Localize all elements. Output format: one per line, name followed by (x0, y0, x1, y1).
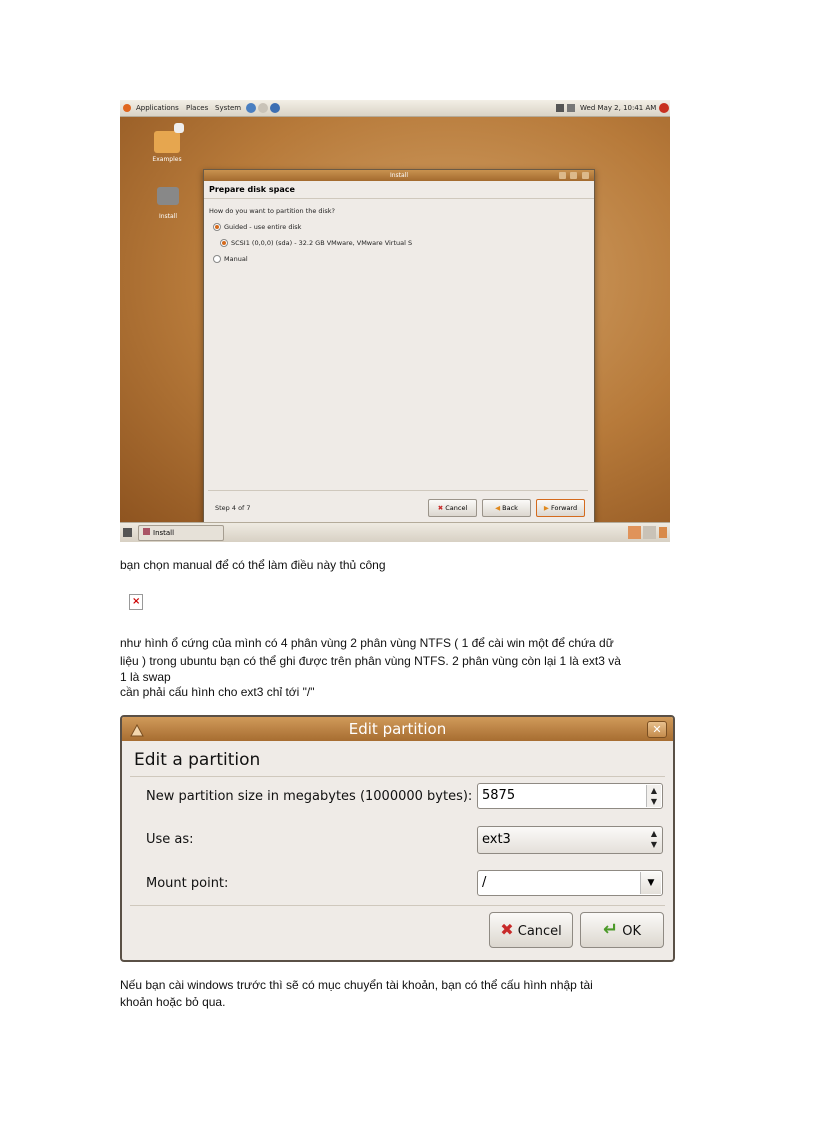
install-window-titlebar[interactable] (204, 170, 594, 181)
disk-option-label[interactable]: SCSI1 (0,0,0) (sda) - 32.2 GB VMware, VMware Virtual S (231, 239, 413, 247)
cancel-button[interactable] (489, 912, 573, 948)
examples-label: Examples (152, 156, 182, 163)
dropdown-chevron-icon[interactable]: ▼ (640, 872, 661, 894)
close-icon[interactable]: ✕ (647, 721, 667, 738)
back-arrow-icon: ◀ (495, 504, 501, 512)
use-as-value: ext3 (482, 832, 511, 847)
dialog-title: Edit partition (348, 720, 447, 738)
paragraph-2-line-1: như hình ổ cứng của mình có 4 phân vùng 2 phân vùng NTFS ( 1 để cài win một để chứa dữ (120, 636, 614, 650)
cancel-button-label: Cancel (445, 504, 468, 512)
ok-button[interactable] (580, 912, 664, 948)
paragraph-2-line-2: liệu ) trong ubuntu bạn có thể ghi được trên phân vùng NTFS. 2 phân vùng còn lại 1 là ext3 và (120, 654, 621, 668)
manual-radio[interactable] (213, 255, 221, 263)
step-indicator: Step 4 of 7 (215, 504, 251, 512)
mail-icon[interactable] (258, 103, 268, 113)
back-button-label: Back (502, 504, 518, 512)
mount-point-label: Mount point: (146, 876, 229, 891)
gnome-bottom-panel (120, 522, 670, 542)
buttons-divider (130, 905, 665, 906)
cancel-button[interactable] (428, 499, 477, 517)
forward-button-label: Forward (550, 504, 578, 512)
gnome-top-panel (120, 100, 670, 117)
menu-places[interactable]: Places (186, 104, 209, 112)
partition-question: How do you want to partition the disk? (209, 207, 335, 215)
back-button[interactable] (482, 499, 531, 517)
select-arrows (647, 828, 661, 852)
size-label: New partition size in megabytes (1000000 bytes): (146, 789, 473, 804)
power-icon[interactable] (659, 103, 669, 113)
ubuntu-logo-icon (123, 104, 131, 112)
volume-icon[interactable] (567, 104, 575, 112)
install-icon[interactable] (157, 187, 179, 205)
taskbar-install-label: Install (153, 529, 175, 537)
install-screenshot (120, 100, 670, 542)
paragraph-2-line-4: cần phải cấu hình cho ext3 chỉ tới "/" (120, 685, 315, 699)
mount-point-combo[interactable] (477, 870, 663, 896)
header-divider (130, 776, 665, 777)
minimize-icon[interactable] (559, 172, 566, 179)
help-icon[interactable] (270, 103, 280, 113)
paragraph-3-line-1: Nếu bạn cài windows trước thì sẽ có mục chuyển tài khoản, bạn có thể cấu hình nhập tài (120, 978, 593, 992)
cancel-button-label: Cancel (517, 924, 562, 939)
app-logo-icon (130, 721, 144, 735)
ok-arrow-icon: ↵ (603, 919, 619, 940)
network-icon[interactable] (556, 104, 564, 112)
maximize-icon[interactable] (570, 172, 577, 179)
edit-partition-dialog (120, 715, 675, 962)
size-spinner[interactable] (646, 785, 661, 807)
workspace-2-icon[interactable] (643, 526, 656, 539)
mount-point-value: / (482, 875, 487, 890)
install-window-title: Install (389, 172, 409, 179)
menu-system[interactable]: System (215, 104, 242, 112)
use-as-label: Use as: (146, 832, 194, 847)
disk-radio[interactable] (220, 239, 228, 247)
guided-radio[interactable] (213, 223, 221, 231)
dialog-header: Edit a partition (134, 750, 261, 770)
size-value: 5875 (482, 788, 516, 803)
broken-image-icon: × (129, 594, 143, 610)
install-task-icon (143, 528, 150, 535)
chevron-up-icon: ▲ (650, 829, 658, 838)
cancel-x-icon: ✖ (500, 920, 514, 939)
trash-icon[interactable] (659, 527, 667, 538)
examples-folder-icon[interactable] (154, 131, 180, 153)
paragraph-2-line-3: 1 là swap (120, 670, 171, 684)
size-spinbox[interactable] (477, 783, 663, 809)
show-desktop-icon[interactable] (123, 528, 132, 537)
paragraph-3-line-2: khoản hoặc bỏ qua. (120, 995, 226, 1009)
taskbar-install[interactable] (138, 525, 224, 541)
spin-up-icon[interactable]: ▲ (650, 786, 658, 795)
manual-option-label[interactable]: Manual (224, 255, 248, 263)
install-window-header: Prepare disk space (204, 181, 594, 199)
clock[interactable]: Wed May 2, 10:41 AM (580, 104, 657, 112)
workspace-1-icon[interactable] (628, 526, 641, 539)
guided-option-label[interactable]: Guided - use entire disk (224, 223, 302, 231)
firefox-icon[interactable] (246, 103, 256, 113)
chevron-down-icon: ▼ (650, 840, 658, 849)
forward-button[interactable] (536, 499, 585, 517)
ok-button-label: OK (622, 924, 641, 939)
desktop (120, 117, 670, 522)
cancel-icon: ✖ (437, 504, 444, 512)
menu-applications[interactable]: Applications (136, 104, 179, 112)
forward-arrow-icon: ▶ (543, 504, 549, 512)
use-as-select[interactable] (477, 826, 663, 854)
spin-down-icon[interactable]: ▼ (650, 797, 658, 806)
close-icon[interactable] (582, 172, 589, 179)
link-icon (174, 123, 184, 133)
dialog-titlebar[interactable] (122, 717, 673, 741)
divider (208, 490, 588, 491)
install-label: Install (158, 213, 178, 220)
paragraph-1: bạn chọn manual để có thể làm điều này thủ công (120, 558, 386, 572)
install-window (203, 169, 595, 527)
